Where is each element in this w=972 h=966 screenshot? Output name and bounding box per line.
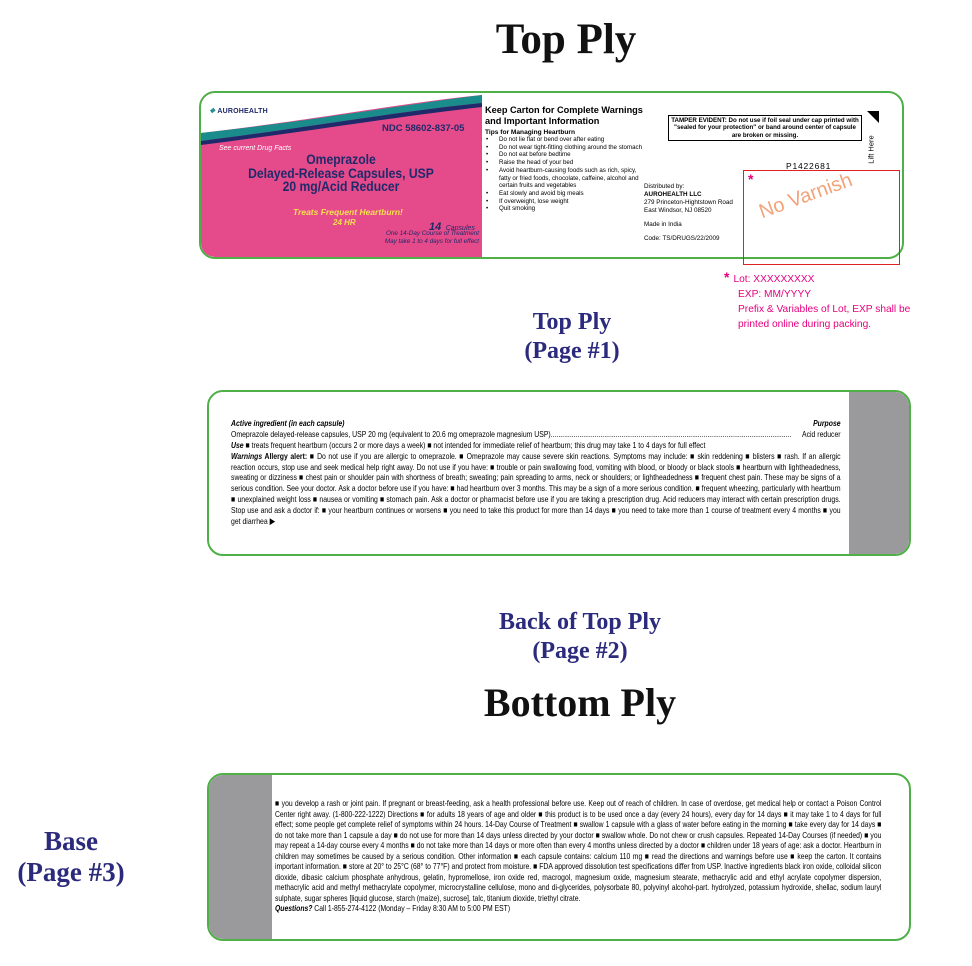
no-varnish-box	[743, 170, 900, 265]
use-text: ■ treats frequent heartburn (occurs 2 or more days a week) ■ not intended for immediate relief of heartburn; this drug may take 1 to 4 days for full effect	[243, 440, 706, 450]
use-label: Use	[231, 440, 244, 450]
distributor-block	[644, 183, 733, 242]
page1-caption	[472, 308, 672, 366]
page3-drug-facts	[275, 798, 911, 914]
bottom-ply-heading: Bottom Ply	[483, 680, 677, 725]
product-line-3: 20 mg/Acid Reducer	[282, 179, 400, 194]
lot-note-line-2: printed online during packing.	[738, 319, 872, 330]
license-code: Code: TS/DRUGS/22/2009	[644, 234, 720, 242]
top-ply-heading: Top Ply	[495, 16, 637, 63]
questions-text: Call 1-855-274-4122 (Monday – Friday 8:30 AM to 5:00 PM EST)	[312, 903, 511, 913]
keep-carton-heading	[485, 105, 675, 126]
address-line-2: East Windsor, NJ 08520	[644, 206, 712, 214]
no-varnish-asterisk: *	[748, 171, 754, 187]
page1-caption-page: (Page #1)	[524, 338, 620, 364]
brand-name: AUROHEALTH	[217, 108, 268, 115]
count-number: 14	[429, 221, 442, 233]
warnings-label: Warnings	[231, 450, 263, 461]
page2-caption	[480, 608, 680, 666]
tip-item: • If overweight, lose weight	[495, 198, 655, 206]
questions-label: Questions?	[275, 903, 313, 913]
active-line-row	[231, 429, 841, 440]
page3-text-block	[275, 798, 881, 914]
page3-caption-page: (Page #3)	[17, 857, 125, 887]
distributed-by: Distributed by:	[644, 183, 685, 190]
continue-arrow-icon: ▶	[269, 515, 276, 526]
purpose-value: Acid reducer	[802, 429, 841, 439]
tips-list	[485, 136, 655, 213]
exp-value: EXP: MM/YYYY	[738, 289, 812, 300]
allergy-alert-label: Allergy alert:	[262, 450, 308, 461]
warnings-text: ■ Do not use if you are allergic to omeprazole. ■ Omeprazole may cause severe skin reactions. Symptoms may include: ■ skin reddening ■ blisters ■ rash. If an allergic reaction occurs, stop use and seek medical help right away. Do not use if you have: ■ trouble or pain swallowing food, vomiting with blood, or bloody or black stools ■ heartburn with lightheadedness, sweating or dizziness ■ chest pain or shoulder pain with shortness of breath; sweating; pain spreading to arms, neck or shoulders; or lightheadedness ■ frequent chest pain. These may be signs of a serious condition. See your doctor. Ask a doctor before use if you have: ■ had heartburn over 3 months. This may be a sign of a more serious condition. ■ frequent wheezing, particularly with heartburn ■ unexplained weight loss ■ nausea or vomiting ■ stomach pain. Ask a doctor or pharmacist before use if you are taking a prescription drug. Acid reducers may interact with certain prescription drugs. Stop use and ask a doctor if: ■ your heartburn continues or worsens ■ you need to take this product for more than 14 days ■ you need to take more than 1 course of treatment every 4 months ■ you get diarrhea	[231, 450, 841, 526]
tip-item: • Do not eat before bedtime	[495, 151, 655, 159]
page2-caption-page: (Page #2)	[532, 638, 628, 664]
front-pink-panel	[201, 93, 482, 259]
lift-here-corner	[867, 111, 879, 123]
lot-exp-note	[724, 270, 910, 332]
page1-caption-title: Top Ply	[532, 309, 612, 335]
product-line-1: Omeprazole	[306, 152, 376, 167]
back-top-ply-label	[207, 390, 911, 556]
keep-carton-line-2: and Important Information	[485, 115, 600, 126]
active-ingredient-line: Omeprazole delayed-release capsules, USP 20 mg (equivalent to 20.6 mg omeprazole magnesium USP)	[231, 429, 551, 439]
keep-carton-line-1: Keep Carton for Complete Warnings	[485, 105, 643, 115]
brand-logo-icon: ❖	[209, 108, 216, 115]
see-drug-facts: See current Drug Facts	[219, 145, 292, 152]
tips-heading: Tips for Managing Heartburn	[485, 129, 575, 136]
tip-item: • Avoid heartburn-causing foods such as rich, spicy, fatty or fried foods, chocolate, caffeine, alcohol and certain fruits and vegetables	[495, 167, 644, 190]
no-varnish-label: No Varnish	[756, 169, 856, 224]
lot-asterisk: *	[724, 269, 730, 285]
use-and-warnings	[231, 440, 841, 526]
active-heading-row	[231, 418, 841, 429]
tip-item: • Raise the head of your bed	[495, 159, 655, 167]
page2-caption-title: Back of Top Ply	[498, 609, 662, 635]
course-line-2: May take 1 to 4 days for full effect	[384, 238, 479, 245]
tip-item: • Quit smoking	[495, 205, 655, 213]
distributor-name: AUROHEALTH LLC	[644, 190, 702, 198]
tip-item: • Eat slowly and avoid big meals	[495, 190, 655, 198]
dot-leader: ..............................................................................................................................	[550, 429, 792, 439]
lot-line	[724, 270, 910, 287]
ndc-number: NDC 58602-837-05	[382, 123, 465, 134]
made-in: Made in India	[644, 220, 682, 228]
base-gray-tab	[209, 775, 272, 941]
address-line-1: 279 Princeton-Hightstown Road	[644, 198, 733, 206]
course-text	[351, 230, 479, 246]
lot-value: Lot: XXXXXXXXX	[733, 274, 815, 285]
page3-caption	[0, 826, 142, 888]
lot-note-line-1: Prefix & Variables of Lot, EXP shall be	[738, 304, 911, 315]
page2-text-block	[231, 418, 841, 526]
lift-here-label: Lift Here	[866, 135, 876, 164]
course-line-1: One 14-Day Course of Treatment	[386, 230, 479, 237]
base-text: ■ you develop a rash or joint pain. If pregnant or breast-feeding, ask a health professional before use. Keep out of reach of children. In case of overdose, get medical help or contact a Poison Control Center right away. (1-800-222-1222) Directions ■ for adults 18 years of age and older ■ this product is to be used once a day (every 24 hours), every day for 14 days ■ it may take 1 to 4 days for full effect; some people get complete relief of symptoms within 24 hours. 14-Day Course of Treatment ■ swallow 1 capsule with a glass of water before eating in the morning ■ take every day for 14 days ■ do not take more than 1 capsule a day ■ do not use for more than 14 days unless directed by your doctor ■ swallow whole. Do not chew or crush capsules. Repeated 14-Day Courses (if needed) ■ you may repeat a 14-day course every 4 months ■ do not take more than 14 days or more often than every 4 months unless directed by a doctor ■ children under 18 years of age: ask a doctor. Heartburn in children may sometimes be caused by a serious condition. Other information ■ each capsule contains: calcium 110 mg ■ read the directions and warnings before use ■ keep the carton. It contains important information. ■ store at 20° to 25°C (68° to 77°F) and protect from moisture. ■ FDA approved dissolution test specifications differ from USP. Inactive ingredients black iron oxide, colloidal silicon dioxide, dibasic calcium phosphate anhydrous, gelatin, hypromellose, iron oxide red, macrogol, magnesium oxide, magnesium stearate, methacrylic acid and ethyl acrylate copolymer dispersion, methacrylic acid and methyl methacrylate copolymer, microcrystalline cellulose, mono and di-glycerides, polysorbate 80, polyvinyl alcohol-part. hydrolyzed, potassium hydroxide, shellac, sodium lauryl sulphate, sugar spheres [liquid glucose, starch (maize), sucrose], talc, titanium dioxide, triethyl citrate.	[275, 798, 882, 903]
tip-item: • Do not lie flat or bend over after eating	[495, 136, 655, 144]
tamper-evident-box: TAMPER EVIDENT: Do not use if foil seal under cap printed with "sealed for your protection" or band around center of capsule are broken or missing.	[668, 115, 862, 141]
count-word: Capsules	[445, 225, 475, 232]
active-ingredient-heading: Active ingredient (in each capsule)	[231, 418, 345, 428]
claim-24hr: 24 HR	[333, 218, 356, 227]
page2-drug-facts	[231, 418, 911, 526]
pharma-code-number: P1422681	[786, 161, 832, 171]
claim-heartburn: Treats Frequent Heartburn!	[293, 207, 403, 217]
purpose-heading: Purpose	[813, 418, 841, 428]
brand-logo	[209, 107, 268, 115]
product-name	[224, 153, 458, 194]
page3-caption-title: Base	[44, 826, 98, 856]
product-line-2: Delayed-Release Capsules, USP	[248, 165, 434, 181]
base-label	[207, 773, 911, 941]
tip-item: • Do not wear tight-fitting clothing around the stomach	[495, 144, 699, 152]
